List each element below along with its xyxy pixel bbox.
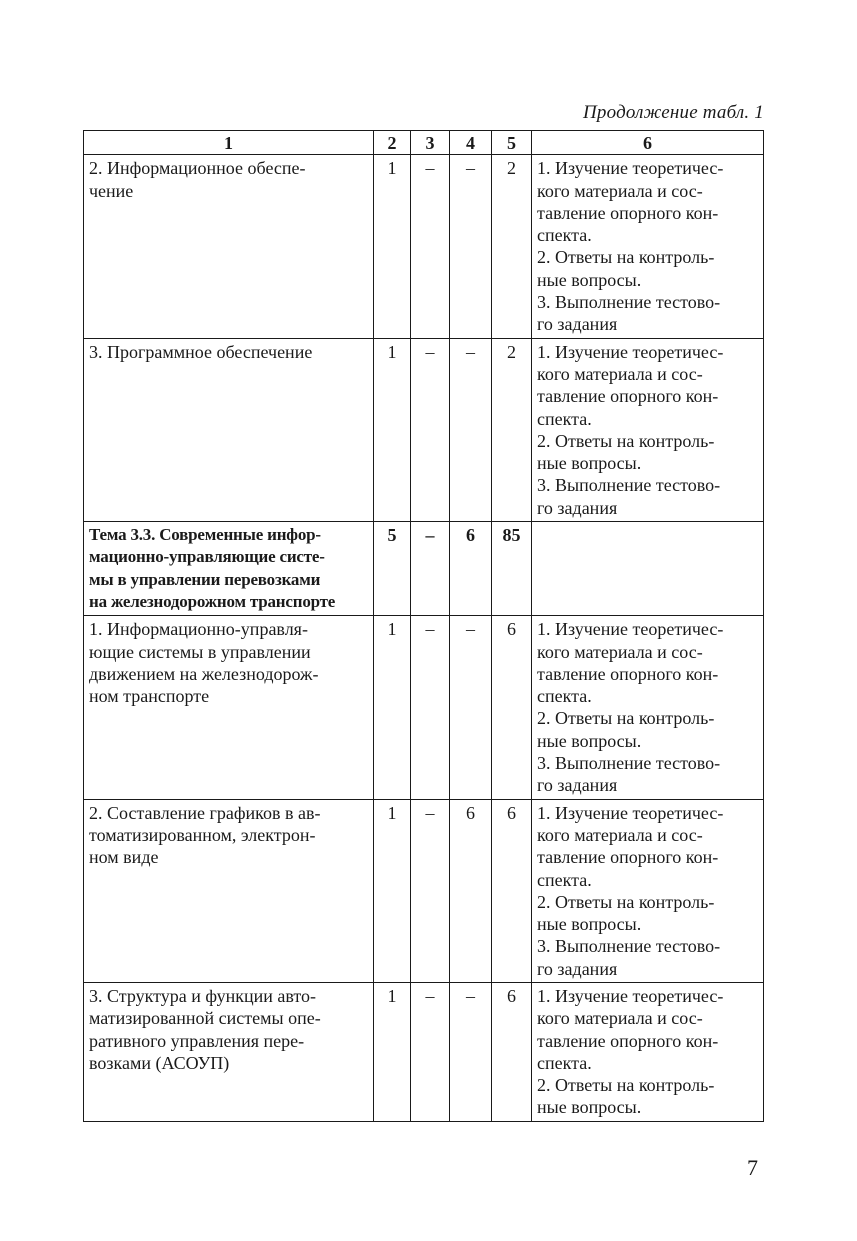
task-line: 3. Выполнение тестово- — [537, 475, 721, 496]
hours-col-3-cell: – — [411, 982, 450, 1121]
hours-col-2-cell: 1 — [374, 616, 411, 799]
topic-line: томатизированном, электрон- — [89, 824, 316, 845]
tasks-cell — [532, 338, 764, 521]
header-col-3: 3 — [411, 131, 450, 155]
topic-line: 2. Информационное обеспе- — [89, 158, 306, 179]
hours-col-5-cell: 85 — [492, 522, 532, 616]
topic-cell — [84, 616, 374, 799]
topic-line: ративного управления пере- — [89, 1030, 305, 1051]
table-caption: Продолжение табл. 1 — [583, 102, 764, 123]
table-row — [84, 338, 764, 521]
topic-line: ном транспорте — [89, 686, 210, 707]
task-line: 1. Изучение теоретичес- — [537, 619, 724, 640]
header-col-2: 2 — [374, 131, 411, 155]
topic-cell — [84, 982, 374, 1121]
header-col-6: 6 — [532, 131, 764, 155]
hours-col-2-cell: 1 — [374, 155, 411, 338]
hours-col-2-cell: 1 — [374, 799, 411, 982]
task-line: кого материала и сос- — [537, 1008, 703, 1029]
curriculum-table — [83, 130, 764, 1122]
task-line: ные вопросы. — [537, 730, 642, 751]
hours-col-3-cell: – — [411, 155, 450, 338]
hours-col-4-cell: 6 — [450, 522, 492, 616]
table-row — [84, 522, 764, 616]
hours-col-4-cell: – — [450, 982, 492, 1121]
task-line: 2. Ответы на контроль- — [537, 891, 715, 912]
task-line: 1. Изучение теоретичес- — [537, 158, 724, 179]
hours-col-5-cell: 6 — [492, 799, 532, 982]
hours-col-3-cell: – — [411, 799, 450, 982]
topic-line: 2. Составление графиков в ав- — [89, 802, 321, 823]
table-row — [84, 616, 764, 799]
topic-line: мационно-управляющие систе- — [89, 547, 325, 567]
table-row — [84, 982, 764, 1121]
tasks-cell — [532, 522, 764, 616]
page-number: 7 — [747, 1155, 758, 1180]
task-line: 2. Ответы на контроль- — [537, 430, 715, 451]
task-line: спекта. — [537, 408, 592, 429]
task-line: го задания — [537, 775, 618, 796]
task-line: го задания — [537, 497, 618, 518]
topic-line: ющие системы в управлении — [89, 641, 311, 662]
header-col-1: 1 — [84, 131, 374, 155]
task-line: 3. Выполнение тестово- — [537, 292, 721, 313]
table-row — [84, 799, 764, 982]
task-line: ные вопросы. — [537, 914, 642, 935]
task-line: тавление опорного кон- — [537, 847, 719, 868]
task-line: тавление опорного кон- — [537, 1030, 719, 1051]
task-line: кого материала и сос- — [537, 363, 703, 384]
hours-col-5-cell: 6 — [492, 616, 532, 799]
task-line: 1. Изучение теоретичес- — [537, 802, 724, 823]
hours-col-4-cell: – — [450, 338, 492, 521]
task-line: 3. Выполнение тестово- — [537, 753, 721, 774]
topic-line: возками (АСОУП) — [89, 1052, 230, 1073]
topic-line: чение — [89, 180, 134, 201]
topic-line: мы в управлении перевозками — [89, 569, 321, 589]
hours-col-4-cell: – — [450, 155, 492, 338]
tasks-cell — [532, 799, 764, 982]
hours-col-4-cell: 6 — [450, 799, 492, 982]
hours-col-5-cell: 6 — [492, 982, 532, 1121]
task-line: кого материала и сос- — [537, 824, 703, 845]
topic-line: 3. Структура и функции авто- — [89, 985, 317, 1006]
task-line: го задания — [537, 314, 618, 335]
task-line: спекта. — [537, 225, 592, 246]
table-header-row — [84, 131, 764, 155]
topic-cell — [84, 799, 374, 982]
tasks-cell — [532, 982, 764, 1121]
topic-cell — [84, 522, 374, 616]
task-line: 1. Изучение теоретичес- — [537, 341, 724, 362]
task-line: 2. Ответы на контроль- — [537, 247, 715, 268]
topic-cell — [84, 155, 374, 338]
task-line: 3. Выполнение тестово- — [537, 936, 721, 957]
hours-col-3-cell: – — [411, 522, 450, 616]
hours-col-2-cell: 1 — [374, 982, 411, 1121]
task-line: спекта. — [537, 686, 592, 707]
header-col-4: 4 — [450, 131, 492, 155]
task-line: ные вопросы. — [537, 269, 642, 290]
hours-col-5-cell: 2 — [492, 338, 532, 521]
topic-line: матизированной системы опе- — [89, 1008, 321, 1029]
task-line: ные вопросы. — [537, 1097, 642, 1118]
topic-cell — [84, 338, 374, 521]
task-line: кого материала и сос- — [537, 180, 703, 201]
hours-col-5-cell: 2 — [492, 155, 532, 338]
hours-col-3-cell: – — [411, 616, 450, 799]
task-line: кого материала и сос- — [537, 641, 703, 662]
task-line: тавление опорного кон- — [537, 202, 719, 223]
task-line: ные вопросы. — [537, 453, 642, 474]
task-line: 2. Ответы на контроль- — [537, 708, 715, 729]
topic-line: Тема 3.3. Современные инфор- — [89, 525, 321, 545]
topic-line: ном виде — [89, 847, 159, 868]
task-line: спекта. — [537, 1052, 592, 1073]
hours-col-3-cell: – — [411, 338, 450, 521]
topic-line: на железнодорожном транспорте — [89, 591, 336, 611]
header-col-5: 5 — [492, 131, 532, 155]
task-line: тавление опорного кон- — [537, 386, 719, 407]
tasks-cell — [532, 616, 764, 799]
hours-col-2-cell: 5 — [374, 522, 411, 616]
topic-line: движением на железнодорож- — [89, 663, 319, 684]
topic-line: 3. Программное обеспечение — [89, 341, 313, 362]
hours-col-2-cell: 1 — [374, 338, 411, 521]
hours-col-4-cell: – — [450, 616, 492, 799]
task-line: спекта. — [537, 869, 592, 890]
task-line: тавление опорного кон- — [537, 663, 719, 684]
task-line: 1. Изучение теоретичес- — [537, 985, 724, 1006]
task-line: го задания — [537, 958, 618, 979]
task-line: 2. Ответы на контроль- — [537, 1075, 715, 1096]
topic-line: 1. Информационно-управля- — [89, 619, 308, 640]
tasks-cell — [532, 155, 764, 338]
table-row — [84, 155, 764, 338]
